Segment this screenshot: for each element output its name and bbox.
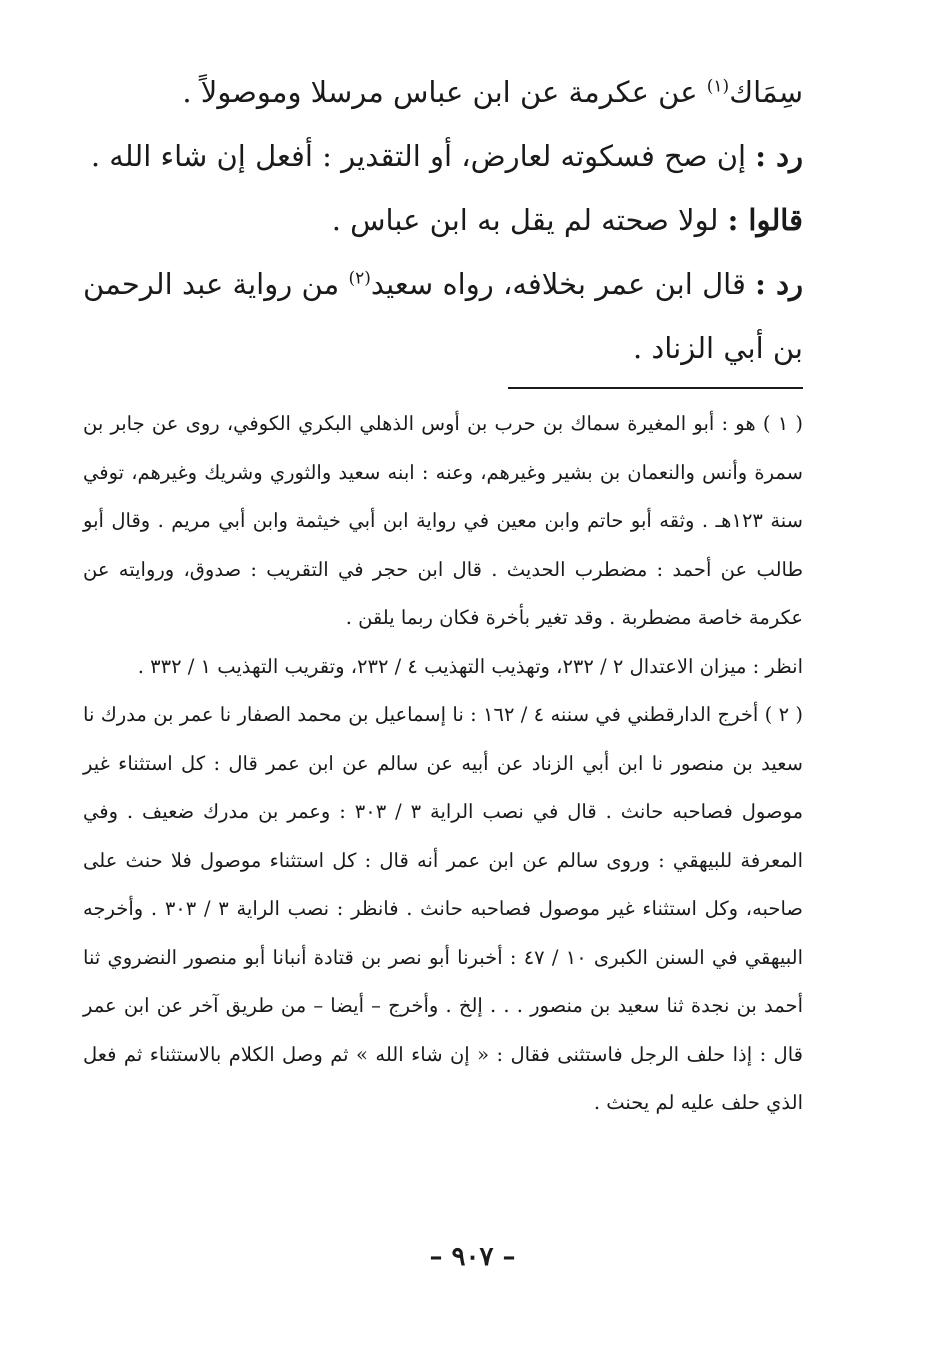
paragraph-2-text: إن صح فسكوته لعارض، أو التقدير : أفعل إن شاء الله . — [90, 139, 756, 173]
paragraph-3 — [83, 188, 803, 252]
paragraph-4-end: من رواية عبد الرحمن بن أبي الزناد . — [83, 267, 803, 365]
footnote-1-references: انظر : ميزان الاعتدال ٢ / ٢٣٢، وتهذيب التهذيب ٤ / ٢٣٢، وتقريب التهذيب ١ / ٣٣٢ . — [137, 654, 803, 678]
footnote-2: ( ٢ ) أخرج الدارقطني في سننه ٤ / ١٦٢ : نا إسماعيل بن محمد الصفار نا عمر بن مدرك نا سعيد بن منصور نا ابن أبي الزناد عن أبيه عن سالم عن ابن عمر قال : كل استثناء غير موصول فصاحبه حانث . قال في نصب الراية ٣ / ٣٠٣ : وعمر بن مدرك ضعيف . وفي المعرفة للبيهقي : وروى سالم عن ابن عمر أنه قال : كل استثناء موصول فلا حنث على صاحبه، وكل استثناء غير موصول فصاحبه حانث . فانظر : نصب الراية ٣ / ٣٠٣ . وأخرجه البيهقي في السنن الكبرى ١٠ / ٤٧ : أخبرنا أبو نصر بن قتادة أنبانا أبو منصور النضروي ثنا أحمد بن نجدة ثنا سعيد بن منصور . . . إلخ . وأخرج – أيضا – من طريق آخر عن ابن عمر قال : إذا حلف الرجل فاستثنى فقال : « إن شاء الله » ثم وصل الكلام بالاستثناء ثم فعل الذي حلف عليه لم يحنث . — [83, 703, 804, 1114]
reply-label: رد : — [755, 139, 803, 173]
reply-label: رد : — [755, 267, 803, 301]
paragraph-1 — [83, 60, 803, 124]
footnote-ref-1: (١) — [706, 76, 730, 97]
footnote-separator — [508, 387, 803, 389]
footnote-ref-2: (٢) — [348, 268, 371, 289]
paragraph-4 — [83, 252, 803, 380]
page-number: – ٩٠٧ – — [429, 1242, 516, 1272]
paragraph-1-start: سِمَاك — [729, 75, 803, 109]
paragraph-1-end: عن عكرمة عن ابن عباس مرسلا وموصولاً . — [182, 75, 707, 109]
objection-label: قالوا : — [727, 203, 803, 237]
footnotes — [83, 400, 803, 1128]
paragraph-4-start: قال ابن عمر بخلافه، رواه سعيد — [370, 267, 756, 301]
paragraph-3-text: لولا صحته لم يقل به ابن عباس . — [331, 203, 728, 237]
footnote-1: ( ١ ) هو : أبو المغيرة سماك بن حرب بن أوس الذهلي البكري الكوفي، روى عن جابر بن سمرة وأنس والنعمان بن بشير وغيرهم، وعنه : ابنه سعيد والثوري وشريك وغيرهم، توفي سنة ١٢٣هـ . وثقه أبو حاتم وابن معين في رواية ابن أبي خيثمة وابن أبي مريم . وقال أبو طالب عن أحمد : مضطرب الحديث . قال ابن حجر في التقريب : صدوق، وروايته عن عكرمة خاصة مضطربة . وقد تغير بأخرة فكان ربما يلقن . — [83, 412, 803, 629]
main-text — [83, 60, 803, 380]
paragraph-2 — [83, 124, 803, 188]
